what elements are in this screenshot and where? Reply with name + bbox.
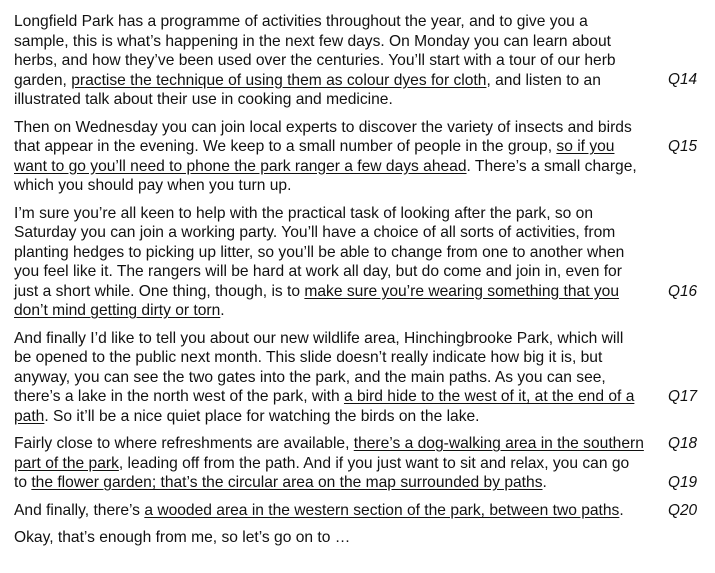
paragraph-text: . bbox=[619, 501, 624, 519]
paragraph-text: . bbox=[542, 474, 547, 491]
paragraph-monday bbox=[14, 12, 704, 110]
paragraph-text: I’m sure you’re all keen to help with the practical task of looking after the park, so on Saturday you can join a working party. You’ll have a choice of all sorts of activities, from planting hedges to picking up litter, so you’ll be able to change from one to another when you feel like it. The rangers will be hard at work all day, but do come and join in, even for just a short while. One thing, though, is to bbox=[14, 204, 625, 300]
paragraph-closing bbox=[14, 528, 704, 548]
paragraph-wooded-area bbox=[14, 501, 704, 521]
question-label-q19: Q19 bbox=[668, 474, 698, 491]
paragraph-text: And finally I’d like to tell you about our new wildlife area, Hinchingbrooke Park, which will be opened to the public next month. This slide doesn’t really indicate how big it is, but anyway, you can see the two gates into the park, and the main paths. As you can see, there’s a lake in the north west of the park, with bbox=[14, 329, 624, 405]
transcript-document bbox=[14, 12, 704, 556]
underlined-answer-q19: the flower garden; that’s the circular area on the map surrounded by paths bbox=[31, 474, 543, 491]
paragraph-text: . So it’ll be a nice quiet place for watching the birds on the lake. bbox=[44, 407, 480, 425]
question-label-q18: Q18 bbox=[668, 435, 698, 452]
paragraph-text: . There’s a small charge, which you should pay when you turn up. bbox=[14, 157, 637, 194]
question-label-q20: Q20 bbox=[668, 501, 698, 519]
paragraph-text: , leading off from the path. And if you just want to sit and relax, you can go to bbox=[14, 454, 630, 491]
paragraph-wednesday bbox=[14, 118, 704, 196]
question-label-q14: Q14 bbox=[668, 71, 698, 88]
question-label-q16: Q16 bbox=[668, 282, 698, 300]
paragraph-text: And finally, there’s bbox=[14, 501, 145, 519]
underlined-answer-q20: a wooded area in the western section of the park, between two paths bbox=[144, 501, 620, 519]
underlined-answer-q18: there’s a dog-walking area in the southern part of the park bbox=[14, 435, 644, 472]
paragraph-text: Fairly close to where refreshments are available, bbox=[14, 435, 354, 452]
paragraph-wildlife-area bbox=[14, 329, 704, 427]
paragraph-text: Okay, that’s enough from me, so let’s go on to … bbox=[14, 529, 351, 546]
underlined-answer-q14: practise the technique of using them as colour dyes for cloth bbox=[71, 71, 487, 89]
underlined-answer-q17: a bird hide to the west of it, at the end of a path bbox=[14, 388, 635, 425]
paragraph-saturday bbox=[14, 204, 704, 321]
paragraph-text: , and listen to an illustrated talk about their use in cooking and medicine. bbox=[14, 71, 601, 108]
question-label-q17: Q17 bbox=[668, 387, 698, 405]
underlined-answer-q16: make sure you’re wearing something that you don’t mind getting dirty or torn bbox=[14, 282, 620, 319]
question-label-q15: Q15 bbox=[668, 137, 698, 155]
paragraph-refreshments bbox=[14, 434, 704, 493]
paragraph-text: Longfield Park has a programme of activities throughout the year, and to give you a sample, this is what’s happening in the next few days. On Monday you can learn about herbs, and how they’ve been used over the centuries. You’ll start with a tour of our herb garden, bbox=[14, 13, 616, 89]
paragraph-text: Then on Wednesday you can join local experts to discover the variety of insects and birds that appear in the evening. We keep to a small number of people in the group, bbox=[14, 118, 632, 155]
paragraph-text: . bbox=[220, 302, 225, 319]
underlined-answer-q15: so if you want to go you’ll need to phone the park ranger a few days ahead bbox=[14, 138, 615, 175]
